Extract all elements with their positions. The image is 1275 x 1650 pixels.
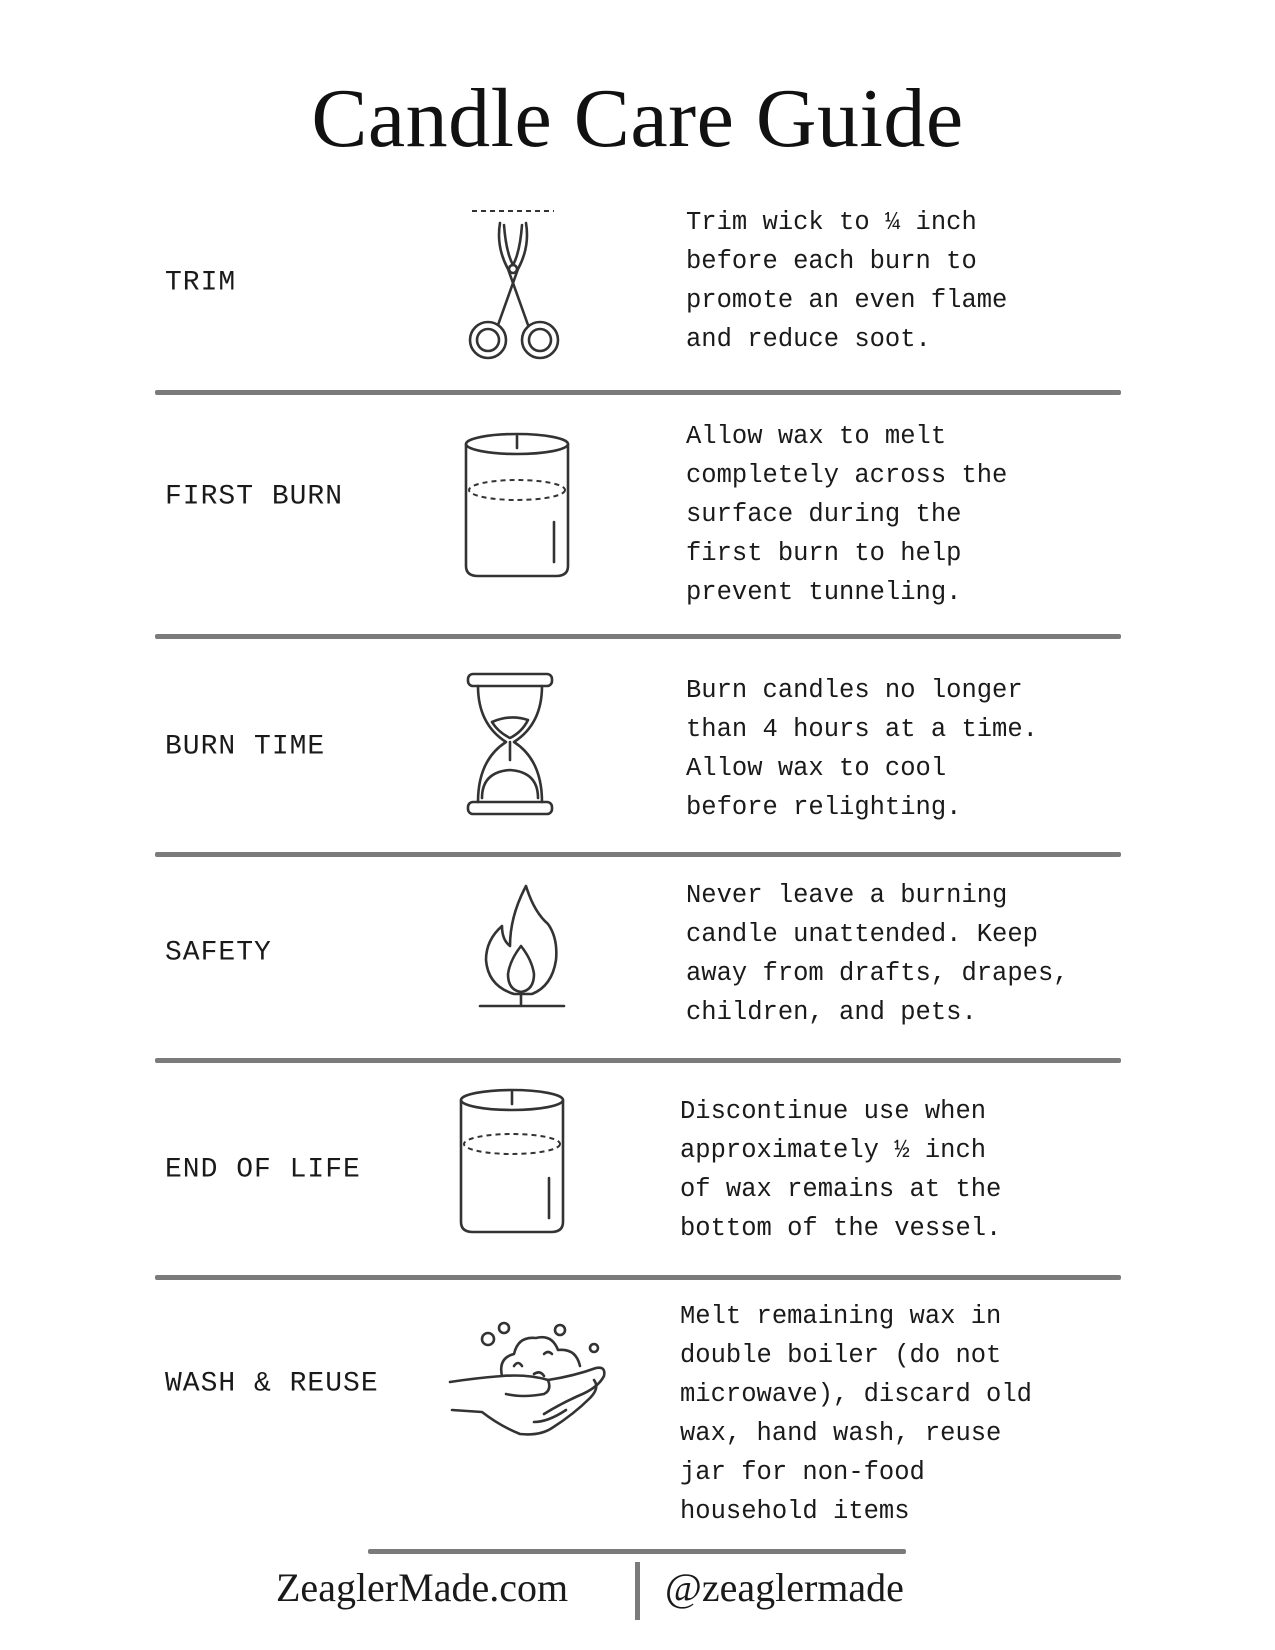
divider [155, 634, 1121, 639]
candle-jar-icon [462, 430, 572, 580]
candle-jar-low-icon [457, 1086, 567, 1236]
section-text-wash-reuse: Melt remaining wax in double boiler (do not microwave), discard old wax, hand wash, reuse jar for non-food household items [680, 1302, 1032, 1526]
section-text-safety: Never leave a burning candle unattended. Keep away from drafts, drapes, children, and pets. [686, 881, 1069, 1027]
section-label-trim: TRIM [165, 267, 237, 299]
flame-icon [476, 882, 571, 1012]
section-text-trim: Trim wick to ¼ inch before each burn to promote an even flame and reduce soot. [686, 208, 1008, 354]
page-title: Candle Care Guide [311, 72, 964, 165]
section-text-end-of-life: Discontinue use when approximately ½ inch of wax remains at the bottom of the vessel. [680, 1097, 1002, 1243]
footer-website-link[interactable]: ZeaglerMade.com [276, 1565, 569, 1610]
footer-separator [635, 1562, 640, 1620]
section-label-burn-time: BURN TIME [165, 731, 326, 763]
footer-social-handle[interactable]: @zeaglermade [665, 1565, 904, 1610]
section-label-end-of-life: END OF LIFE [165, 1154, 361, 1186]
footer-divider [368, 1549, 906, 1554]
section-label-first-burn: FIRST BURN [165, 481, 344, 513]
divider [155, 1058, 1121, 1063]
section-text-first-burn: Allow wax to melt completely across the surface during the first burn to help prevent tunneling. [686, 422, 1008, 607]
divider [155, 852, 1121, 857]
hand-wash-icon [448, 1318, 618, 1443]
divider [155, 390, 1121, 395]
section-text-burn-time: Burn candles no longer than 4 hours at a time. Allow wax to cool before relighting. [686, 676, 1038, 822]
section-label-wash-reuse: WASH & REUSE [165, 1368, 379, 1400]
scissors-icon [458, 207, 568, 362]
section-label-safety: SAFETY [165, 937, 272, 969]
divider [155, 1275, 1121, 1280]
hourglass-icon [466, 672, 556, 817]
